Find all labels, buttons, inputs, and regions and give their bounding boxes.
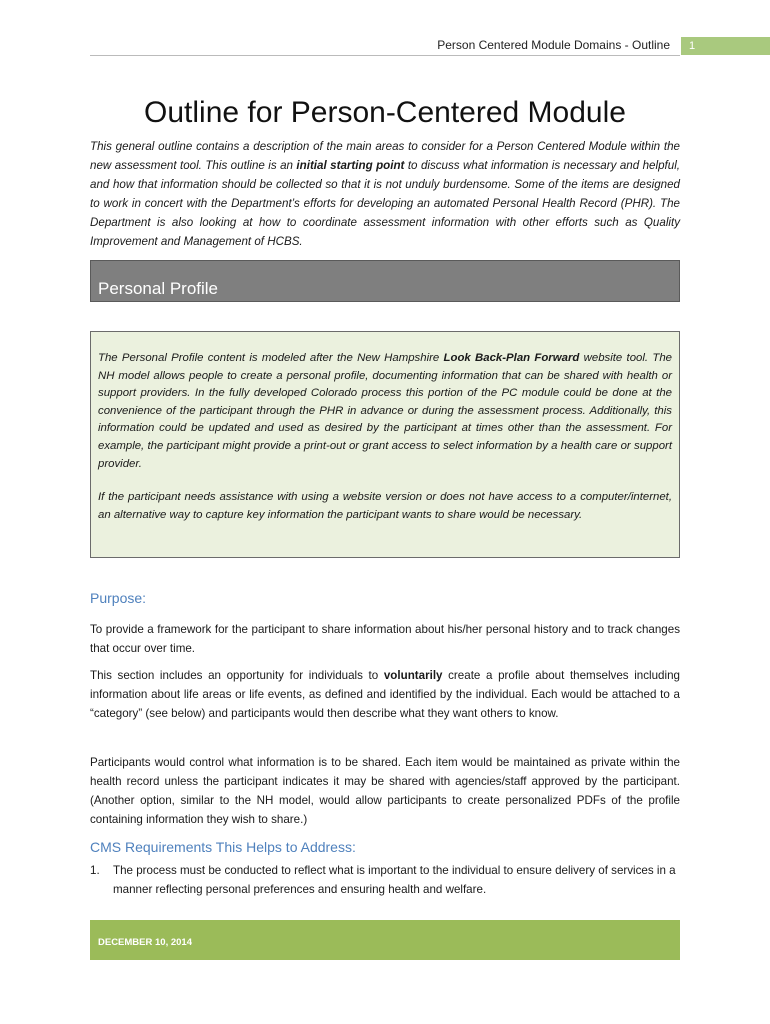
header-divider: [90, 55, 680, 56]
intro-text-1: This general outline contains a description of the main areas to consider for a Person Centered Module within the new assessment tool. This outline is an: [90, 140, 680, 172]
purpose2-bold-word: voluntarily: [383, 669, 443, 682]
section-header-bar: [90, 260, 680, 302]
purpose-paragraph-2: [90, 666, 680, 723]
purpose-paragraph-3: Participants would control what information is to be shared. Each item would be maintained as private within the health record unless the participant indicates it may be shared with agencies/staff approved by the participant. (Another option, similar to the NH model, would allow participants to create personalized PDFs of the profile containing information they wish to share.): [90, 756, 680, 826]
profile-bold-phrase: Look Back-Plan Forward: [443, 352, 580, 364]
profile-text-1: The Personal Profile content is modeled after the New Hampshire: [98, 352, 444, 364]
page-number-badge: 1: [681, 37, 770, 55]
intro-bold-phrase: initial starting point: [296, 159, 405, 172]
cms-list-item: [90, 861, 680, 899]
profile-description-box: [90, 331, 680, 558]
profile-paragraph-2: If the participant needs assistance with using a website version or does not have access to a computer/internet, an alternative way to capture key information the participant wants to share would be necessary.: [98, 491, 672, 521]
cms-requirements-heading: CMS Requirements This Helps to Address:: [90, 839, 356, 855]
running-header-title: Person Centered Module Domains - Outline: [437, 38, 670, 52]
footer-date: DECEMBER 10, 2014: [98, 937, 192, 948]
cms-item-number: 1.: [90, 864, 100, 877]
purpose-heading: Purpose:: [90, 590, 147, 606]
purpose-paragraph-1: To provide a framework for the participant to share information about his/her personal history and to track changes that occur over time.: [90, 623, 680, 655]
intro-text-2: to discuss what information is necessary and helpful, and how that information should be collected so that it is not unduly burdensome. Some of the items are designed to work in concert with the Department’s efforts for developing an automated Personal Health Record (PHR). The Department is also looking at how to coordinate assessment information with other efforts such as Quality Improvement and Management of HCBS.: [90, 159, 680, 248]
section-title: Personal Profile: [98, 279, 219, 298]
cms-item-text: The process must be conducted to reflect what is important to the individual to ensure delivery of services in a manner reflecting personal preferences and ensuring health and welfare.: [113, 864, 676, 896]
purpose2-text-2: create a profile about themselves including information about life areas or life events, as defined and identified by the individual. Each would be attached to a “category” (see below) and participants would then describe what they want others to know.: [90, 669, 680, 720]
footer-bar: [90, 920, 680, 960]
profile-text-2: website tool. The NH model allows people to create a personal profile, documenting information that can be shared with health or support providers. In the fully developed Colorado process this portion of the PC module could be done at the convenience of the participant through the PHR in advance or during the assessment process. Additionally, this information could be updated and used as desired by the participant at times other than the assessment. For example, the participant might provide a print-out or grant access to select information by a health care or support provider.: [98, 352, 672, 470]
purpose2-text-1: This section includes an opportunity for individuals to: [90, 669, 384, 682]
document-title: Outline for Person-Centered Module: [144, 96, 626, 129]
profile-paragraph-1: [98, 350, 672, 473]
intro-paragraph: [90, 137, 680, 251]
